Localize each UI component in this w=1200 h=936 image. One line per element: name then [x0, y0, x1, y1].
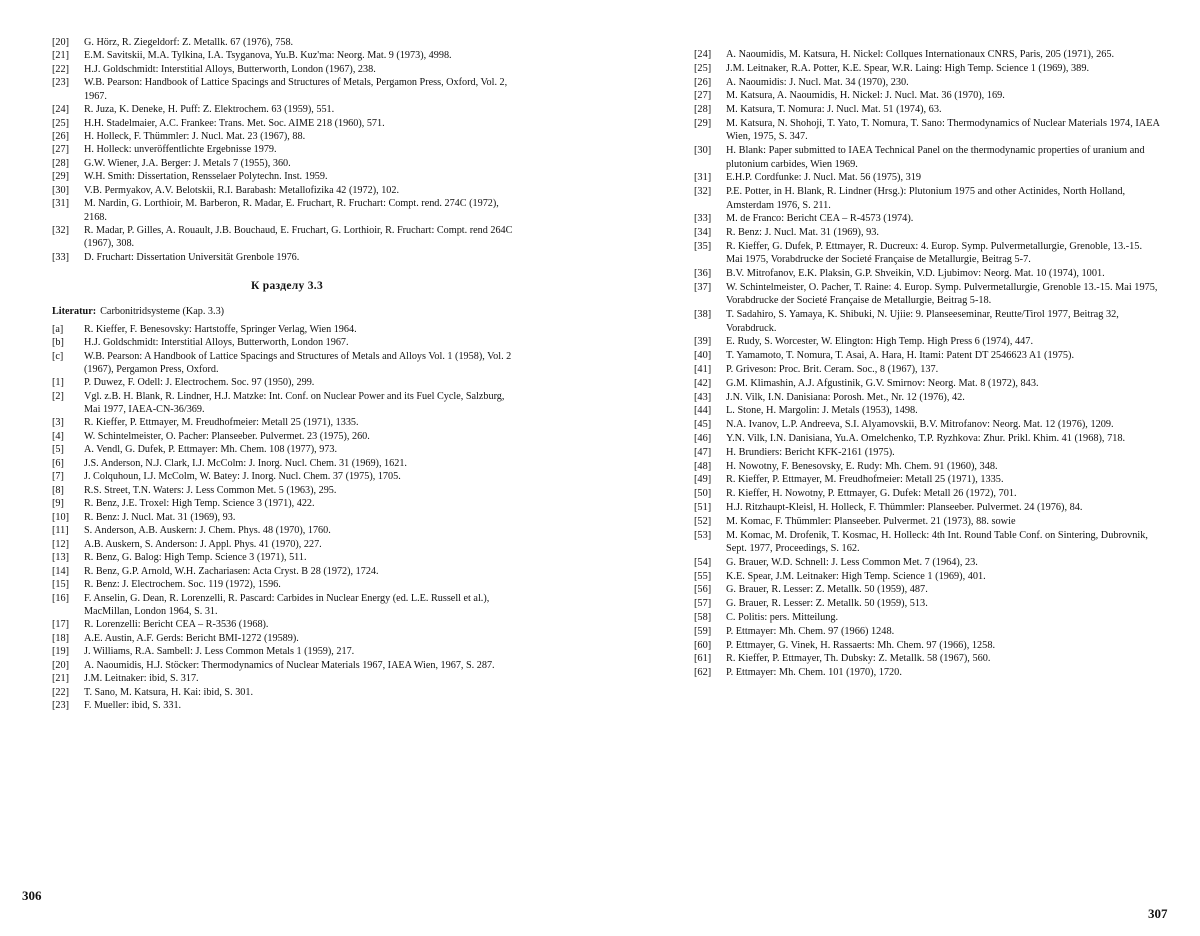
- reference-entry: [694, 583, 1160, 596]
- reference-number: [40]: [694, 350, 712, 362]
- reference-group-bottom: [52, 323, 522, 712]
- reference-entry: [694, 240, 1160, 267]
- reference-number: [53]: [694, 529, 712, 541]
- reference-entry: [52, 336, 522, 349]
- reference-text: H.J. Ritzhaupt-Kleisl, H. Holleck, F. Thümmler: Planseeber. Pulvermet. 24 (1976), 84.: [726, 501, 1083, 513]
- reference-entry: [52, 251, 522, 264]
- reference-text: R. Benz, G. Balog: High Temp. Science 3 (1971), 511.: [84, 552, 307, 564]
- reference-number: [7]: [52, 471, 64, 483]
- reference-text: H. Holleck: unveröffentlichte Ergebnisse 1979.: [84, 144, 277, 156]
- reference-entry: [694, 487, 1160, 500]
- reference-number: [51]: [694, 501, 712, 513]
- reference-entry: [694, 226, 1160, 239]
- reference-text: G. Brauer, W.D. Schnell: J. Less Common Met. 7 (1964), 23.: [726, 556, 978, 568]
- reference-number: [28]: [694, 104, 712, 116]
- reference-text: J.S. Anderson, N.J. Clark, I.J. McColm: J. Inorg. Nucl. Chem. 31 (1969), 1621.: [84, 457, 407, 469]
- reference-entry: [52, 443, 522, 456]
- reference-number: [60]: [694, 639, 712, 651]
- reference-entry: [52, 157, 522, 170]
- reference-entry: [52, 618, 522, 631]
- reference-number: [29]: [52, 171, 69, 183]
- reference-entry: [694, 76, 1160, 89]
- reference-number: [21]: [52, 673, 69, 685]
- reference-number: [29]: [694, 117, 712, 129]
- reference-text: J.M. Leitnaker, R.A. Potter, K.E. Spear, W.R. Laing: High Temp. Science 1 (1969), 389.: [726, 62, 1090, 74]
- reference-number: [57]: [694, 598, 712, 610]
- reference-number: [31]: [694, 172, 712, 184]
- reference-number: [20]: [52, 659, 69, 671]
- reference-text: E. Rudy, S. Worcester, W. Elington: High Temp. High Press 6 (1974), 447.: [726, 336, 1034, 348]
- reference-entry: [52, 578, 522, 591]
- reference-entry: [694, 529, 1160, 556]
- reference-text: M. de Franco: Bericht CEA – R-4573 (1974).: [726, 213, 914, 225]
- reference-number: [24]: [52, 104, 69, 116]
- reference-text: L. Stone, H. Margolin: J. Metals (1953), 1498.: [726, 405, 918, 417]
- reference-entry: [694, 335, 1160, 348]
- reference-number: [48]: [694, 460, 712, 472]
- reference-number: [20]: [52, 37, 69, 48]
- reference-entry: [52, 390, 522, 416]
- reference-number: [32]: [694, 186, 712, 198]
- literatur-text: Carbonitridsysteme (Kap. 3.3): [100, 305, 225, 317]
- reference-text: T. Yamamoto, T. Nomura, T. Asai, A. Hara, H. Itami: Patent DT 2546623 A1 (1975).: [726, 350, 1075, 362]
- reference-text: A. Naoumidis: J. Nucl. Mat. 34 (1970), 230.: [726, 76, 909, 88]
- reference-number: [5]: [52, 444, 64, 456]
- reference-number: [3]: [52, 417, 64, 429]
- reference-text: M. Katsura, A. Naoumidis, H. Nickel: J. Nucl. Mat. 36 (1970), 169.: [726, 90, 1005, 102]
- reference-number: [58]: [694, 611, 712, 623]
- reference-text: H. Blank: Paper submitted to IAEA Technical Panel on the thermodynamic properties of uranium and plutonium carbides, Wien 1969.: [726, 145, 1145, 170]
- reference-entry: [52, 672, 522, 685]
- reference-number: [46]: [694, 432, 712, 444]
- reference-text: R. Madar, P. Gilles, A. Rouault, J.B. Bouchaud, E. Fruchart, G. Lorthioir, R. Fruchart: Compt. rend 264C (1967), 308.: [84, 225, 513, 250]
- reference-text: R. Benz, J.E. Troxel: High Temp. Science 3 (1971), 422.: [84, 498, 315, 510]
- reference-entry: [694, 89, 1160, 102]
- reference-number: [12]: [52, 538, 69, 550]
- reference-text: F. Anselin, G. Dean, R. Lorenzelli, R. Pascard: Carbides in Nuclear Energy (ed. L.E. Russell et al.), MacMillan, London 1964, S. 31.: [84, 592, 490, 617]
- reference-text: J.N. Vilk, I.N. Danisiana: Porosh. Met., Nr. 12 (1976), 42.: [726, 391, 965, 403]
- reference-entry: [694, 267, 1160, 280]
- reference-text: P.E. Potter, in H. Blank, R. Lindner (Hrsg.): Plutonium 1975 and other Actinides, North Holland, Amsterdam 1976, S. 211.: [726, 186, 1126, 211]
- reference-entry: [694, 48, 1160, 61]
- reference-entry: [694, 308, 1160, 335]
- reference-text: J.M. Leitnaker: ibid, S. 317.: [84, 673, 199, 685]
- reference-number: [26]: [694, 76, 712, 88]
- reference-number: [30]: [52, 184, 69, 196]
- reference-number: [21]: [52, 50, 69, 62]
- reference-text: M. Komac, M. Drofenik, T. Kosmac, H. Holleck: 4th Int. Round Table Conf. on Sintering, Dubrovnik, Sept. 1977, Proceedings, S. 162.: [726, 529, 1148, 554]
- reference-number: [23]: [52, 77, 69, 89]
- reference-text: F. Mueller: ibid, S. 331.: [84, 700, 182, 712]
- reference-entry: [52, 686, 522, 699]
- reference-entry: [52, 76, 522, 102]
- reference-text: G.M. Klimashin, A.J. Afgustinik, G.V. Smirnov: Neorg. Mat. 8 (1972), 843.: [726, 377, 1039, 389]
- reference-entry: [52, 457, 522, 470]
- reference-text: R. Benz: J. Nucl. Mat. 31 (1969), 93.: [726, 227, 880, 239]
- reference-number: [19]: [52, 646, 69, 658]
- reference-number: [18]: [52, 632, 69, 644]
- reference-text: A. Vendl, G. Dufek, P. Ettmayer: Mh. Chem. 108 (1977), 973.: [84, 444, 338, 456]
- reference-entry: [694, 432, 1160, 445]
- reference-text: D. Fruchart: Dissertation Universität Grenbole 1976.: [84, 251, 300, 263]
- reference-entry: [52, 645, 522, 658]
- reference-number: [17]: [52, 619, 69, 631]
- reference-text: G. Brauer, R. Lesser: Z. Metallk. 50 (1959), 487.: [726, 584, 928, 596]
- reference-entry: [694, 418, 1160, 431]
- reference-entry: [52, 376, 522, 389]
- reference-text: C. Politis: pers. Mitteilung.: [726, 611, 839, 623]
- reference-entry: [52, 117, 522, 130]
- reference-number: [22]: [52, 686, 69, 698]
- reference-entry: [52, 184, 522, 197]
- reference-entry: [52, 632, 522, 645]
- reference-number: [30]: [694, 145, 712, 157]
- reference-text: H.J. Goldschmidt: Interstitial Alloys, Butterworth, London (1967), 238.: [84, 63, 376, 75]
- reference-text: W. Schintelmeister, O. Pacher: Planseeber. Pulvermet. 23 (1975), 260.: [84, 430, 370, 442]
- reference-number: [52]: [694, 515, 712, 527]
- reference-entry: [52, 350, 522, 376]
- reference-text: G. Brauer, R. Lesser: Z. Metallk. 50 (1959), 513.: [726, 598, 928, 610]
- reference-number: [34]: [694, 227, 712, 239]
- reference-text: H. Nowotny, F. Benesovsky, E. Rudy: Mh. Chem. 91 (1960), 348.: [726, 460, 998, 472]
- reference-entry: [52, 224, 522, 250]
- reference-text: H. Holleck, F. Thümmler: J. Nucl. Mat. 23 (1967), 88.: [84, 131, 306, 142]
- reference-text: R. Lorenzelli: Bericht CEA – R-3536 (1968).: [84, 619, 269, 631]
- reference-number: [38]: [694, 309, 712, 321]
- reference-entry: [52, 484, 522, 497]
- reference-number: [61]: [694, 653, 712, 665]
- reference-text: P. Griveson: Proc. Brit. Ceram. Soc., 8 (1967), 137.: [726, 363, 939, 375]
- reference-entry: [52, 524, 522, 537]
- reference-text: J. Williams, R.A. Sambell: J. Less Common Metals 1 (1959), 217.: [84, 646, 355, 658]
- reference-text: B.V. Mitrofanov, E.K. Plaksin, G.P. Shveikin, V.D. Ljubimov: Neorg. Mat. 10 (1974), 1001.: [726, 268, 1105, 280]
- reference-text: R. Kieffer, P. Ettmayer, Th. Dubsky: Z. Metallk. 58 (1967), 560.: [726, 653, 991, 665]
- literatur-line: [52, 306, 522, 317]
- reference-number: [2]: [52, 390, 64, 402]
- reference-text: R. Kieffer, P. Ettmayer, M. Freudhofmeier: Metall 25 (1971), 1335.: [84, 417, 359, 429]
- reference-number: [33]: [694, 213, 712, 225]
- reference-number: [26]: [52, 131, 69, 142]
- reference-text: R. Benz: J. Nucl. Mat. 31 (1969), 93.: [84, 511, 236, 523]
- reference-entry: [694, 171, 1160, 184]
- reference-entry: [694, 363, 1160, 376]
- reference-entry: [694, 570, 1160, 583]
- reference-list-left: [52, 36, 522, 713]
- reference-text: Y.N. Vilk, I.N. Danisiana, Yu.A. Omelchenko, T.P. Ryzhkova: Zhur. Prikl. Khim. 41 (1968), 718.: [726, 432, 1126, 444]
- reference-number: [c]: [52, 350, 64, 362]
- section-heading: К разделу 3.3: [250, 279, 324, 292]
- reference-number: [47]: [694, 446, 712, 458]
- reference-text: S. Anderson, A.B. Auskern: J. Chem. Phys. 48 (1970), 1760.: [84, 525, 331, 537]
- reference-entry: [694, 144, 1160, 171]
- reference-entry: [52, 49, 522, 62]
- reference-entry: [52, 416, 522, 429]
- reference-text: J. Colquhoun, I.J. McColm, W. Batey: J. Inorg. Nucl. Chem. 37 (1975), 1705.: [84, 471, 401, 483]
- reference-text: M. Katsura, T. Nomura: J. Nucl. Mat. 51 (1974), 63.: [726, 104, 942, 116]
- reference-entry: [694, 515, 1160, 528]
- reference-entry: [52, 659, 522, 672]
- reference-entry: [694, 212, 1160, 225]
- reference-entry: [52, 170, 522, 183]
- reference-number: [35]: [694, 240, 712, 252]
- reference-text: A. Naoumidis, H.J. Stöcker: Thermodynamics of Nuclear Materials 1967, IAEA Wien, 1967, S. 287.: [84, 659, 495, 671]
- reference-text: H. Brundiers: Bericht KFK-2161 (1975).: [726, 446, 895, 458]
- reference-number: [25]: [52, 117, 69, 129]
- reference-text: P. Ettmayer: Mh. Chem. 101 (1970), 1720.: [726, 667, 902, 679]
- reference-entry: [694, 666, 1160, 679]
- reference-entry: [694, 103, 1160, 116]
- reference-number: [9]: [52, 498, 64, 510]
- reference-entry: [694, 556, 1160, 569]
- reference-text: G. Hörz, R. Ziegeldorf: Z. Metallk. 67 (1976), 758.: [84, 37, 294, 48]
- reference-entry: [694, 501, 1160, 514]
- reference-entry: [52, 511, 522, 524]
- reference-list-right: [694, 48, 1160, 680]
- reference-number: [13]: [52, 552, 69, 564]
- reference-text: R. Kieffer, H. Nowotny, P. Ettmayer, G. Dufek: Metall 26 (1972), 701.: [726, 488, 1017, 500]
- reference-entry: [694, 377, 1160, 390]
- reference-text: P. Ettmayer: Mh. Chem. 97 (1966) 1248.: [726, 625, 895, 637]
- reference-number: [22]: [52, 63, 69, 75]
- reference-number: [44]: [694, 405, 712, 417]
- reference-number: [42]: [694, 377, 712, 389]
- reference-number: [37]: [694, 281, 712, 293]
- reference-text: M. Nardin, G. Lorthioir, M. Barberon, R. Madar, E. Fruchart, R. Fruchart: Compt. rend. 274C (1972), 2168.: [84, 198, 499, 223]
- reference-text: P. Ettmayer, G. Vinek, H. Rassaerts: Mh. Chem. 97 (1966), 1258.: [726, 639, 996, 651]
- reference-text: R. Kieffer, F. Benesovsky: Hartstoffe, Springer Verlag, Wien 1964.: [84, 323, 357, 335]
- reference-text: E.M. Savitskii, M.A. Tylkina, I.A. Tsyganova, Yu.B. Kuz'ma: Neorg. Mat. 9 (1973), 4998.: [84, 50, 452, 62]
- reference-text: H.H. Stadelmaier, A.C. Frankee: Trans. Met. Soc. AIME 218 (1960), 571.: [84, 117, 385, 129]
- reference-entry: [694, 597, 1160, 610]
- reference-entry: [52, 143, 522, 156]
- reference-number: [43]: [694, 391, 712, 403]
- reference-entry: [52, 470, 522, 483]
- reference-text: W.B. Pearson: A Handbook of Lattice Spacings and Structures of Metals and Alloys Vol. 1 (1958), Vol. 2 (1967), Pergamon Press, Oxford.: [84, 350, 512, 375]
- reference-entry: [52, 497, 522, 510]
- reference-entry: [694, 639, 1160, 652]
- reference-text: M. Komac, F. Thümmler: Planseeber. Pulvermet. 21 (1973), 88. sowie: [726, 515, 1016, 527]
- reference-number: [31]: [52, 198, 69, 210]
- reference-text: R. Benz, G.P. Arnold, W.H. Zachariasen: Acta Cryst. B 28 (1972), 1724.: [84, 565, 379, 577]
- reference-number: [59]: [694, 625, 712, 637]
- reference-entry: [52, 197, 522, 223]
- reference-text: V.B. Permyakov, A.V. Belotskii, R.I. Barabash: Metallofizika 42 (1972), 102.: [84, 184, 400, 196]
- reference-entry: [52, 63, 522, 76]
- reference-entry: [694, 446, 1160, 459]
- literatur-label: Literatur:: [52, 305, 97, 317]
- reference-text: Vgl. z.B. H. Blank, R. Lindner, H.J. Matzke: Int. Conf. on Nuclear Power and its Fuel Cycle, Salzburg, Mai 1977, IAEA-CN-36/369.: [84, 390, 505, 415]
- reference-text: P. Duwez, F. Odell: J. Electrochem. Soc. 97 (1950), 299.: [84, 377, 315, 389]
- reference-number: [10]: [52, 511, 69, 523]
- reference-number: [4]: [52, 430, 64, 442]
- reference-number: [23]: [52, 700, 69, 712]
- reference-entry: [52, 565, 522, 578]
- reference-entry: [694, 281, 1160, 308]
- reference-entry: [694, 625, 1160, 638]
- reference-number: [8]: [52, 484, 64, 496]
- reference-number: [55]: [694, 570, 712, 582]
- reference-entry: [694, 404, 1160, 417]
- reference-text: T. Sadahiro, S. Yamaya, K. Shibuki, N. Ujiie: 9. Planseeseminar, Reutte/Tirol 1977, Beitrag 32, Vorabdruck.: [726, 309, 1119, 334]
- reference-number: [b]: [52, 337, 64, 349]
- reference-number: [49]: [694, 474, 712, 486]
- reference-entry: [52, 699, 522, 712]
- reference-number: [56]: [694, 584, 712, 596]
- reference-text: A.B. Auskern, S. Anderson: J. Appl. Phys. 41 (1970), 227.: [84, 538, 322, 550]
- reference-number: [a]: [52, 323, 64, 335]
- reference-entry: [52, 592, 522, 618]
- reference-number: [50]: [694, 488, 712, 500]
- reference-entry: [52, 36, 522, 49]
- reference-entry: [694, 652, 1160, 665]
- reference-number: [32]: [52, 225, 69, 236]
- reference-entry: [694, 611, 1160, 624]
- reference-text: W. Schintelmeister, O. Pacher, T. Raine: 4. Europ. Symp. Pulvermetallurgie, Grenoble 13.-15. Mai 1975, Vorabdrucke der Societé Française de Metallurgie, Beitrag 5-18.: [726, 281, 1158, 307]
- reference-number: [54]: [694, 556, 712, 568]
- reference-entry: [52, 551, 522, 564]
- reference-text: A. Naoumidis, M. Katsura, H. Nickel: Collques Internationaux CNRS, Paris, 205 (1971), 265.: [726, 49, 1115, 60]
- right-page: [600, 0, 1200, 936]
- reference-text: E.H.P. Cordfunke: J. Nucl. Mat. 56 (1975), 319: [726, 172, 922, 184]
- reference-group-top: [52, 36, 522, 264]
- reference-text: M. Katsura, N. Shohoji, T. Yato, T. Nomura, T. Sano: Thermodynamics of Nuclear Materials 1974, IAEA Wien, 1975, S. 347.: [726, 117, 1160, 143]
- reference-text: W.B. Pearson: Handbook of Lattice Spacings and Structures of Metals, Pergamon Press, Oxford, Vol. 2, 1967.: [84, 77, 508, 102]
- reference-text: R. Juza, K. Deneke, H. Puff: Z. Elektrochem. 63 (1959), 551.: [84, 104, 335, 116]
- reference-text: A.E. Austin, A.F. Gerds: Bericht BMI-1272 (19589).: [84, 632, 299, 644]
- reference-entry: [694, 460, 1160, 473]
- reference-text: R.S. Street, T.N. Waters: J. Less Common Met. 5 (1963), 295.: [84, 484, 337, 496]
- reference-entry: [694, 349, 1160, 362]
- reference-text: T. Sano, M. Katsura, H. Kai: ibid, S. 301.: [84, 686, 254, 698]
- reference-number: [6]: [52, 457, 64, 469]
- reference-number: [45]: [694, 419, 712, 431]
- reference-number: [27]: [694, 90, 712, 102]
- reference-number: [14]: [52, 565, 69, 577]
- reference-entry: [694, 473, 1160, 486]
- reference-entry: [694, 62, 1160, 75]
- reference-number: [25]: [694, 62, 712, 74]
- reference-entry: [694, 391, 1160, 404]
- reference-entry: [52, 430, 522, 443]
- reference-entry: [694, 185, 1160, 212]
- reference-text: K.E. Spear, J.M. Leitnaker: High Temp. Science 1 (1969), 401.: [726, 570, 986, 582]
- reference-number: [11]: [52, 525, 69, 537]
- reference-number: [16]: [52, 592, 69, 604]
- reference-text: H.J. Goldschmidt: Interstitial Alloys, Butterworth, London 1967.: [84, 337, 349, 349]
- reference-text: G.W. Wiener, J.A. Berger: J. Metals 7 (1955), 360.: [84, 157, 291, 169]
- reference-number: [15]: [52, 579, 69, 591]
- reference-entry: [52, 323, 522, 336]
- reference-number: [39]: [694, 336, 712, 348]
- page-number-right: 307: [1148, 906, 1168, 921]
- reference-text: R. Kieffer, P. Ettmayer, M. Freudhofmeier: Metall 25 (1971), 1335.: [726, 474, 1004, 486]
- reference-text: W.H. Smith: Dissertation, Rensselaer Polytechn. Inst. 1959.: [84, 171, 328, 183]
- reference-entry: [52, 103, 522, 116]
- reference-text: R. Kieffer, G. Dufek, P. Ettmayer, R. Ducreux: 4. Europ. Symp. Pulvermetallurgie, Grenoble, 13.-15. Mai 1975, Vorabdrucke der Societé Française de Metallurgie, Beitrag 5-7.: [726, 240, 1143, 266]
- reference-text: R. Benz: J. Electrochem. Soc. 119 (1972), 1596.: [84, 579, 281, 591]
- reference-number: [28]: [52, 157, 69, 169]
- reference-number: [41]: [694, 363, 712, 375]
- reference-number: [62]: [694, 667, 712, 679]
- reference-number: [27]: [52, 144, 69, 156]
- reference-number: [36]: [694, 268, 712, 280]
- reference-number: [24]: [694, 49, 712, 60]
- reference-entry: [694, 117, 1160, 144]
- reference-number: [33]: [52, 251, 69, 263]
- reference-entry: [52, 538, 522, 551]
- reference-number: [1]: [52, 377, 64, 389]
- reference-text: N.A. Ivanov, L.P. Andreeva, S.I. Alyamovskii, B.V. Mitrofanov: Neorg. Mat. 12 (1976), 1209.: [726, 419, 1114, 431]
- reference-entry: [52, 130, 522, 143]
- page-number-left: 306: [22, 888, 42, 903]
